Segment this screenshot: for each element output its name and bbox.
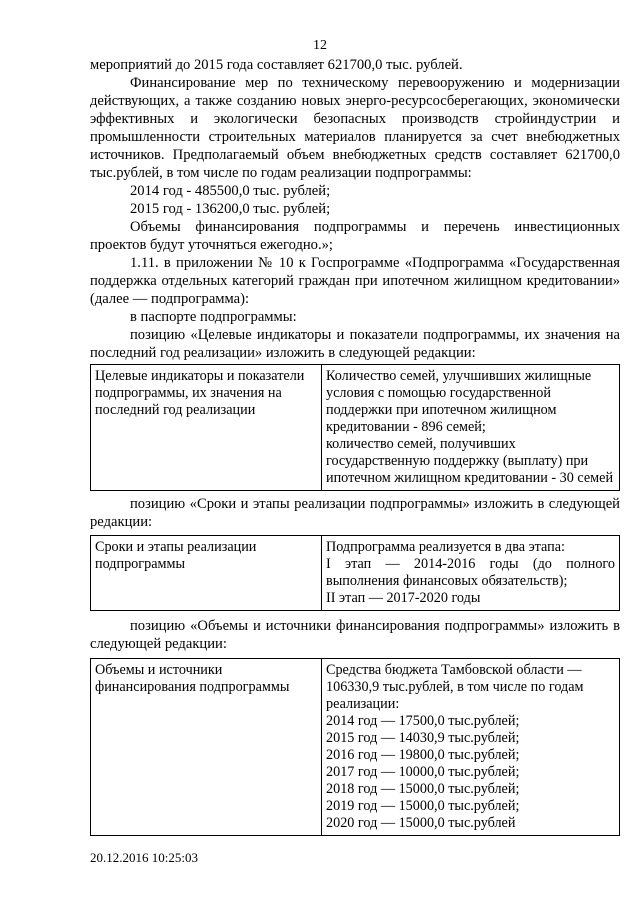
table-row [91, 659, 620, 836]
funding-year-line: 2017 год — 10000,0 тыс.рублей; [326, 764, 520, 780]
funding-table [90, 658, 620, 836]
paragraph-6: позицию «Целевые индикаторы и показатели подпрограммы, их значения на последний год реализации» изложить в следующей редакции: [90, 327, 620, 361]
footer-timestamp: 20.12.2016 10:25:03 [90, 850, 198, 865]
indicators-label-cell: Целевые индикаторы и показатели подпрограммы, их значения на последний год реализации [91, 365, 322, 491]
funding-value-cell [322, 659, 620, 836]
funding-year-line: 2018 год — 15000,0 тыс.рублей; [326, 781, 520, 797]
paragraph-5: в паспорте подпрограммы: [130, 309, 297, 325]
funding-year-line: 2019 год — 15000,0 тыс.рублей; [326, 798, 520, 814]
table-row [91, 365, 620, 491]
indicators-value-1: Количество семей, улучшивших жилищные условия с помощью государственной поддержки при ипотечном жилищном кредитовании - 896 семей; [326, 368, 592, 435]
funding-year-line: 2014 год — 17500,0 тыс.рублей; [326, 713, 520, 729]
table-row [91, 536, 620, 611]
paragraph-1: мероприятий до 2015 года составляет 621700,0 тыс. рублей. [90, 57, 463, 73]
funding-intro: Средства бюджета Тамбовской области — 106330,9 тыс.рублей, в том числе по годам реализации: [326, 662, 584, 712]
terms-value-cell [322, 536, 620, 611]
funding-year-line: 2016 год — 19800,0 тыс.рублей; [326, 747, 520, 763]
funding-year-line: 2015 год — 14030,9 тыс.рублей; [326, 730, 520, 746]
paragraph-7: позицию «Сроки и этапы реализации подпрограммы» изложить в следующей редакции: [90, 496, 620, 530]
terms-table [90, 535, 620, 611]
indicators-value-2: количество семей, получивших государственную поддержку (выплату) при ипотечном жилищном кредитовании - 30 семей [326, 436, 614, 486]
paragraph-3: Объемы финансирования подпрограммы и перечень инвестиционных проектов будут уточняться ежегодно.»; [90, 219, 620, 253]
funding-year-line: 2020 год — 15000,0 тыс.рублей [326, 815, 516, 831]
year-2014-line: 2014 год - 485500,0 тыс. рублей; [130, 183, 331, 199]
paragraph-2: Финансирование мер по техническому перевооружению и модернизации действующих, а также созданию новых энерго-ресурсосберегающих, экономически эффективных и экологически безопасных производств стройиндустрии и промышленности строительных материалов планируется за счет внебюджетных источников. Предполагаемый объем внебюджетных средств составляет 621700,0 тыс.рублей, в том числе по годам реализации подпрограммы: [90, 75, 620, 181]
terms-value-1: Подпрограмма реализуется в два этапа: [326, 539, 565, 555]
document-body [90, 56, 620, 836]
indicators-table [90, 364, 620, 491]
paragraph-4: 1.11. в приложении № 10 к Госпрограмме «Подпрограмма «Государственная поддержка отдельных категорий граждан при ипотечном жилищном кредитовании» (далее — подпрограмма): [90, 255, 620, 307]
paragraph-8: позицию «Объемы и источники финансирования подпрограммы» изложить в следующей редакции: [90, 618, 620, 652]
terms-value-3: II этап — 2017-2020 годы [326, 590, 481, 606]
indicators-value-cell [322, 365, 620, 491]
year-2015-line: 2015 год - 136200,0 тыс. рублей; [130, 201, 331, 217]
page-number: 12 [313, 38, 327, 53]
terms-value-2: I этап — 2014-2016 годы (до полного выполнения финансовых обязательств); [326, 556, 615, 589]
funding-label-cell: Объемы и источники финансирования подпрограммы [91, 659, 322, 836]
terms-label-cell: Сроки и этапы реализации подпрограммы [91, 536, 322, 611]
